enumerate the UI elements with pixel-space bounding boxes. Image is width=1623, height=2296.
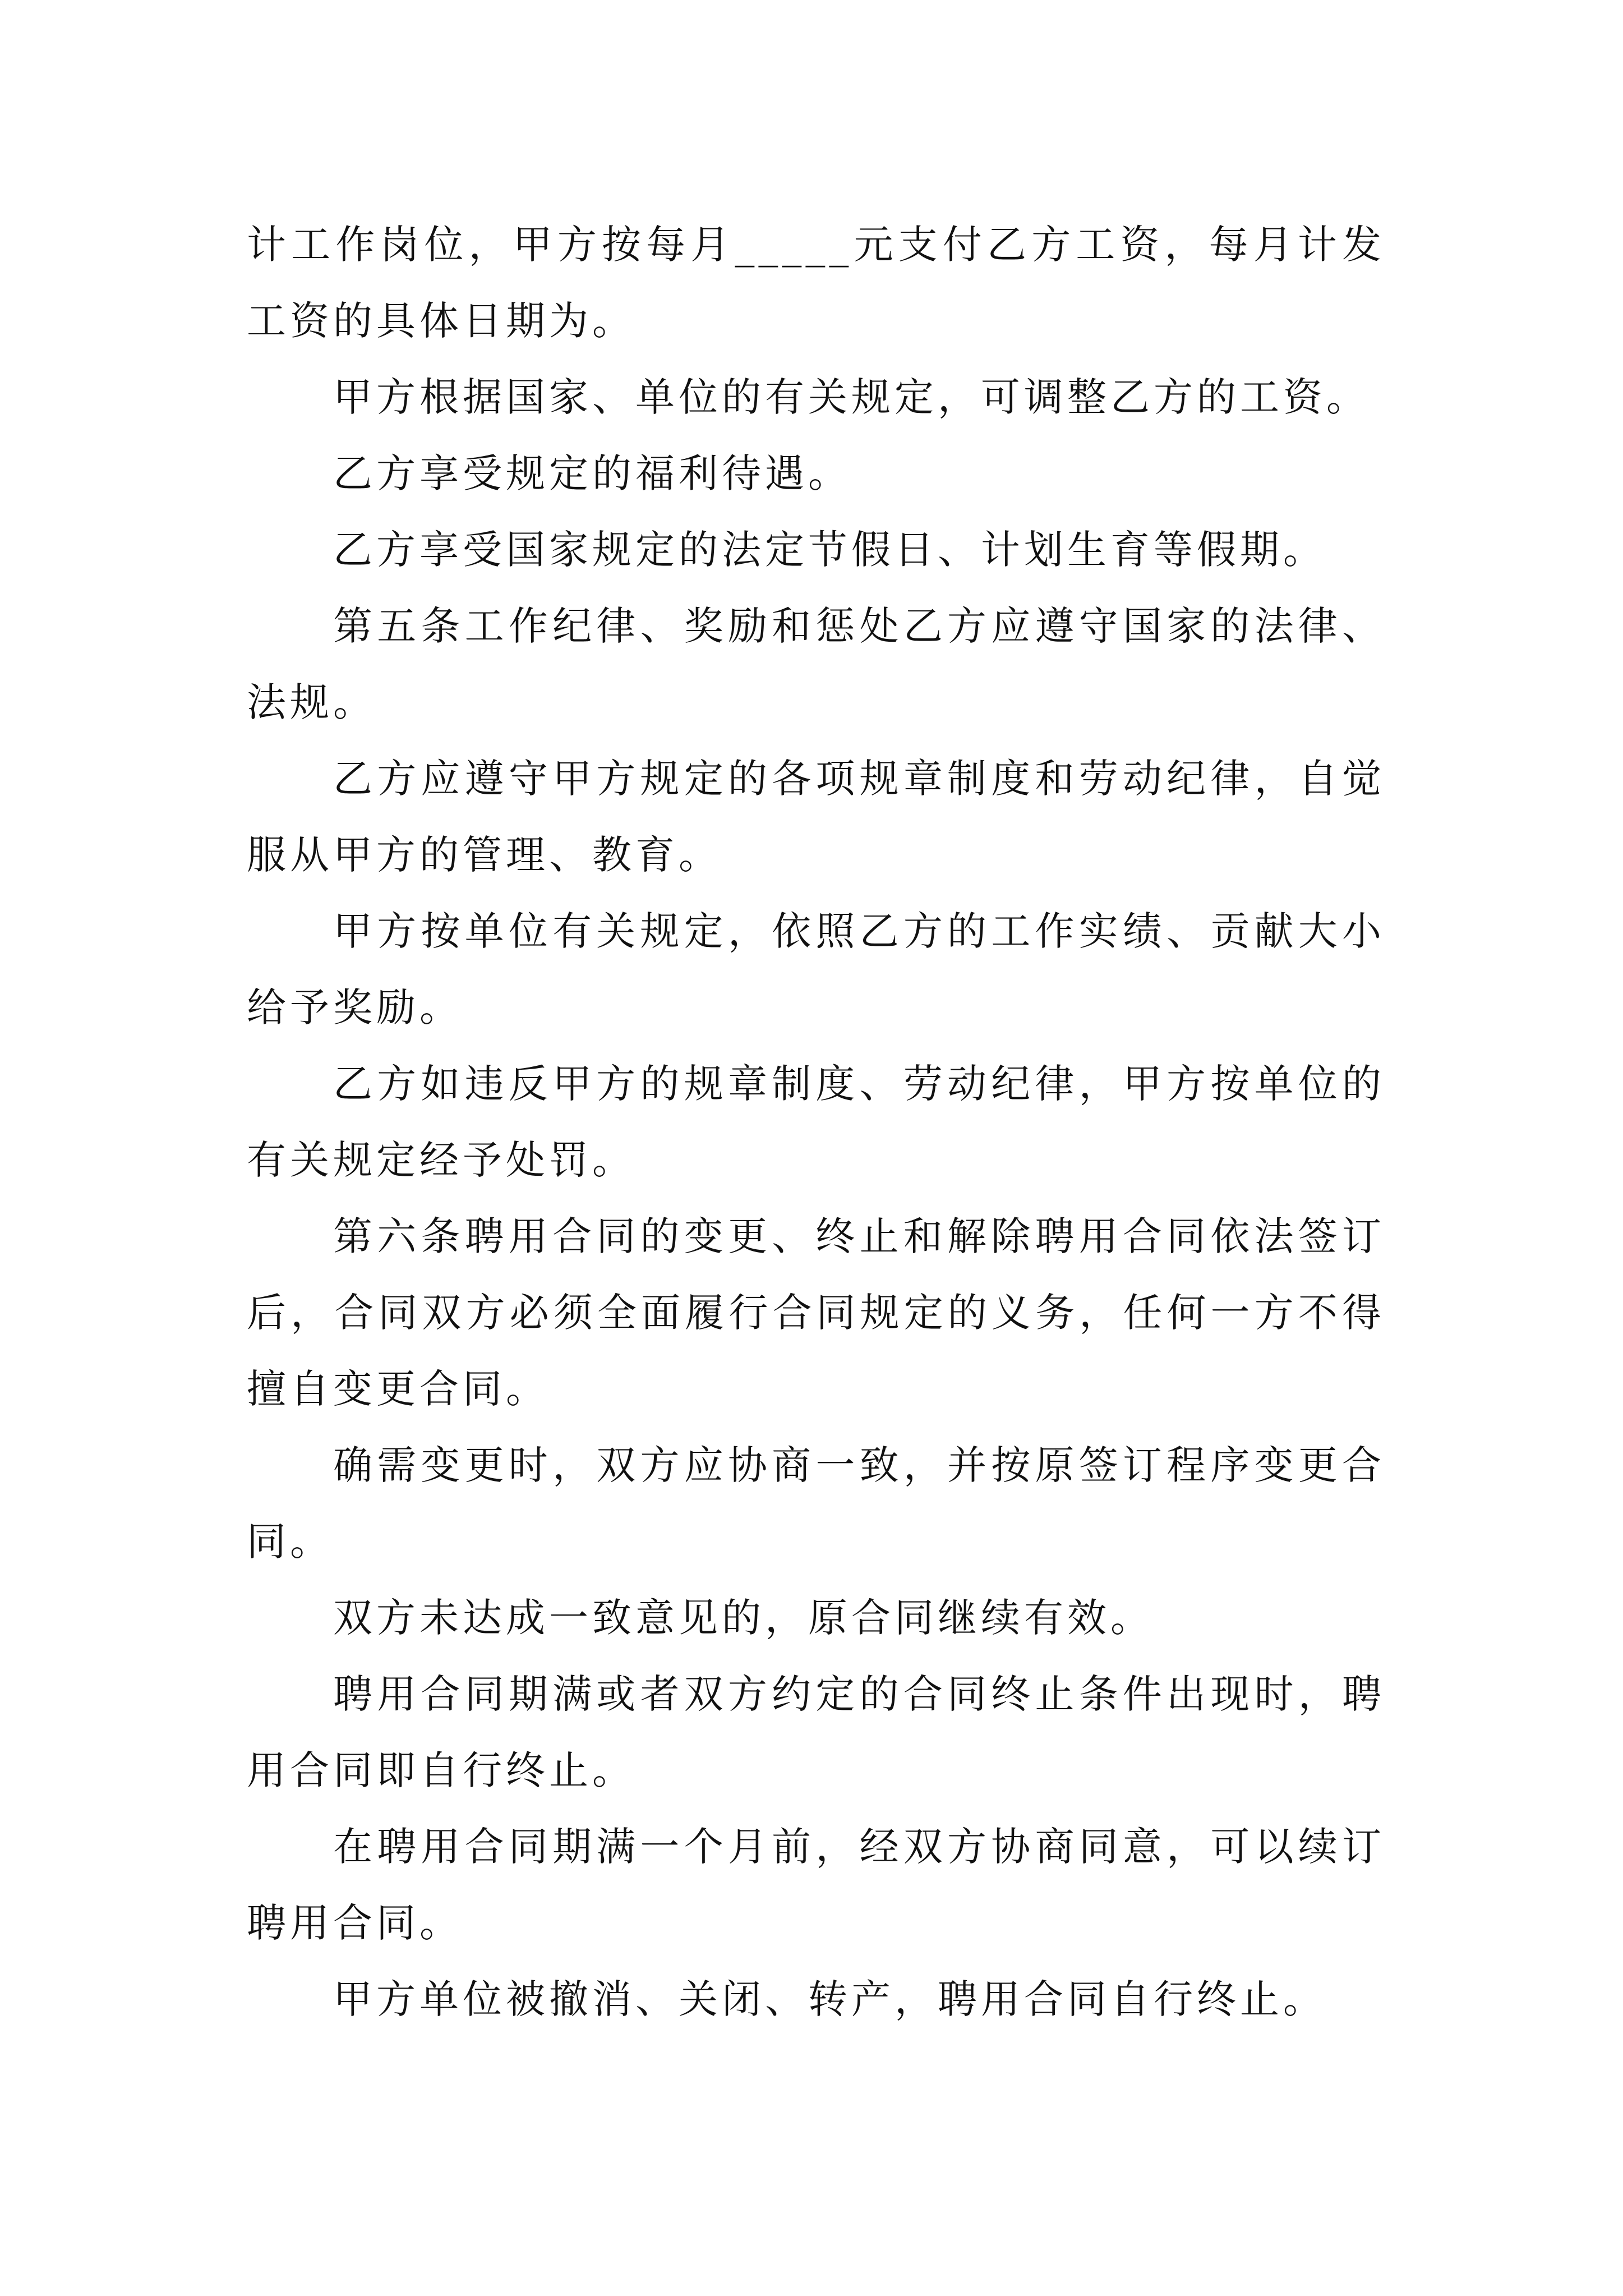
paragraph-article-5: 第五条工作纪律、奖励和惩处乙方应遵守国家的法律、法规。 — [247, 603, 1385, 725]
paragraph-wage-adjustment: 甲方根据国家、单位的有关规定，可调整乙方的工资。 — [333, 374, 1370, 420]
paragraph-no-agreement: 双方未达成一致意见的，原合同继续有效。 — [333, 1595, 1154, 1641]
paragraph-employer-closure: 甲方单位被撤消、关闭、转产，聘用合同自行终止。 — [333, 1976, 1326, 2022]
paragraph-welfare: 乙方享受规定的福利待遇。 — [333, 450, 851, 496]
paragraph-penalties: 乙方如违反甲方的规章制度、劳动纪律，甲方按单位的有关规定经予处罚。 — [247, 1061, 1385, 1183]
paragraph-contract-change: 确需变更时，双方应协商一致，并按原签订程序变更合同。 — [247, 1442, 1385, 1565]
paragraph-wage-terms: 计工作岗位，甲方按每月_____元支付乙方工资，每月计发工资的具体日期为。 — [247, 222, 1385, 344]
paragraph-contract-renewal: 在聘用合同期满一个月前，经双方协商同意，可以续订聘用合同。 — [247, 1824, 1385, 1946]
paragraph-rewards: 甲方按单位有关规定，依照乙方的工作实绩、贡献大小给予奖励。 — [247, 908, 1385, 1030]
paragraph-article-6: 第六条聘用合同的变更、终止和解除聘用合同依法签订后，合同双方必须全面履行合同规定的义务，任何一方不得擅自变更合同。 — [247, 1213, 1385, 1412]
paragraph-rules-compliance: 乙方应遵守甲方规定的各项规章制度和劳动纪律，自觉服从甲方的管理、教育。 — [247, 756, 1385, 878]
paragraph-holidays: 乙方享受国家规定的法定节假日、计划生育等假期。 — [333, 527, 1326, 573]
paragraph-contract-expiry: 聘用合同期满或者双方约定的合同终止条件出现时，聘用合同即自行终止。 — [247, 1671, 1385, 1793]
